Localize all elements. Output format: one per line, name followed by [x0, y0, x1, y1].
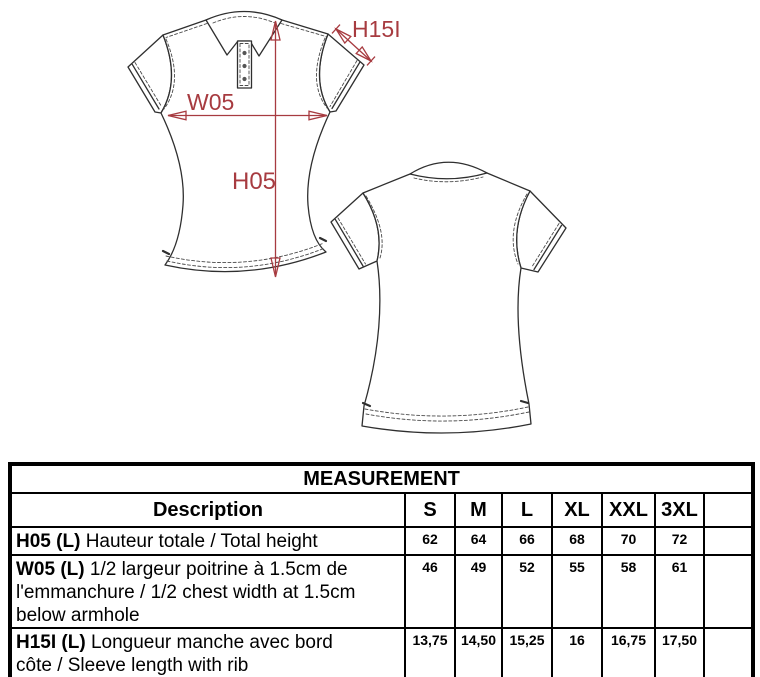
value-cell-empty — [704, 527, 753, 555]
dimension-code: H05 (L) — [16, 531, 81, 552]
size-header-empty — [704, 493, 753, 527]
value-cell: 49 — [455, 555, 502, 628]
size-header-3xl: 3XL — [655, 493, 704, 527]
value-cell: 61 — [655, 555, 704, 628]
table-row — [10, 527, 753, 555]
h15i-label: H15I — [352, 16, 401, 42]
value-cell: 70 — [602, 527, 655, 555]
size-header-xl: XL — [552, 493, 602, 527]
w05-label: W05 — [187, 89, 235, 115]
value-cell: 64 — [455, 527, 502, 555]
table-title: MEASUREMENT — [10, 464, 753, 493]
row-description — [10, 527, 405, 555]
measurement-table — [8, 462, 755, 677]
front-right-sleeve — [319, 34, 364, 112]
back-collar — [410, 162, 487, 179]
value-cell: 68 — [552, 527, 602, 555]
dimension-description: Longueur manche avec bord côte / Sleeve length with rib — [16, 632, 333, 676]
polo-back-view-drawing — [331, 162, 566, 433]
back-body — [362, 166, 531, 433]
polo-front-view-drawing — [128, 12, 364, 272]
value-cell: 72 — [655, 527, 704, 555]
size-header-m: M — [455, 493, 502, 527]
value-cell: 14,50 — [455, 628, 502, 677]
h05-label: H05 — [232, 168, 277, 195]
table-row — [10, 555, 753, 628]
dimension-description: 1/2 largeur poitrine à 1.5cm de l'emmanchure / 1/2 chest width at 1.5cm below armhole — [16, 559, 356, 626]
value-cell: 62 — [405, 527, 455, 555]
value-cell: 17,50 — [655, 628, 704, 677]
size-header-xxl: XXL — [602, 493, 655, 527]
value-cell: 15,25 — [502, 628, 552, 677]
description-header: Description — [10, 493, 405, 527]
size-header-s: S — [405, 493, 455, 527]
value-cell: 13,75 — [405, 628, 455, 677]
dimension-code: H15I (L) — [16, 632, 86, 653]
value-cell: 66 — [502, 527, 552, 555]
size-header-l: L — [502, 493, 552, 527]
value-cell: 46 — [405, 555, 455, 628]
value-cell-empty — [704, 555, 753, 628]
table-row — [10, 628, 753, 677]
value-cell: 55 — [552, 555, 602, 628]
row-description — [10, 628, 405, 677]
table-header-row — [10, 493, 753, 527]
front-left-sleeve — [128, 35, 172, 113]
value-cell: 16,75 — [602, 628, 655, 677]
dimension-description: Hauteur totale / Total height — [85, 531, 318, 552]
dimension-code: W05 (L) — [16, 559, 85, 580]
row-description — [10, 555, 405, 628]
value-cell: 52 — [502, 555, 552, 628]
value-cell: 58 — [602, 555, 655, 628]
value-cell-empty — [704, 628, 753, 677]
value-cell: 16 — [552, 628, 602, 677]
